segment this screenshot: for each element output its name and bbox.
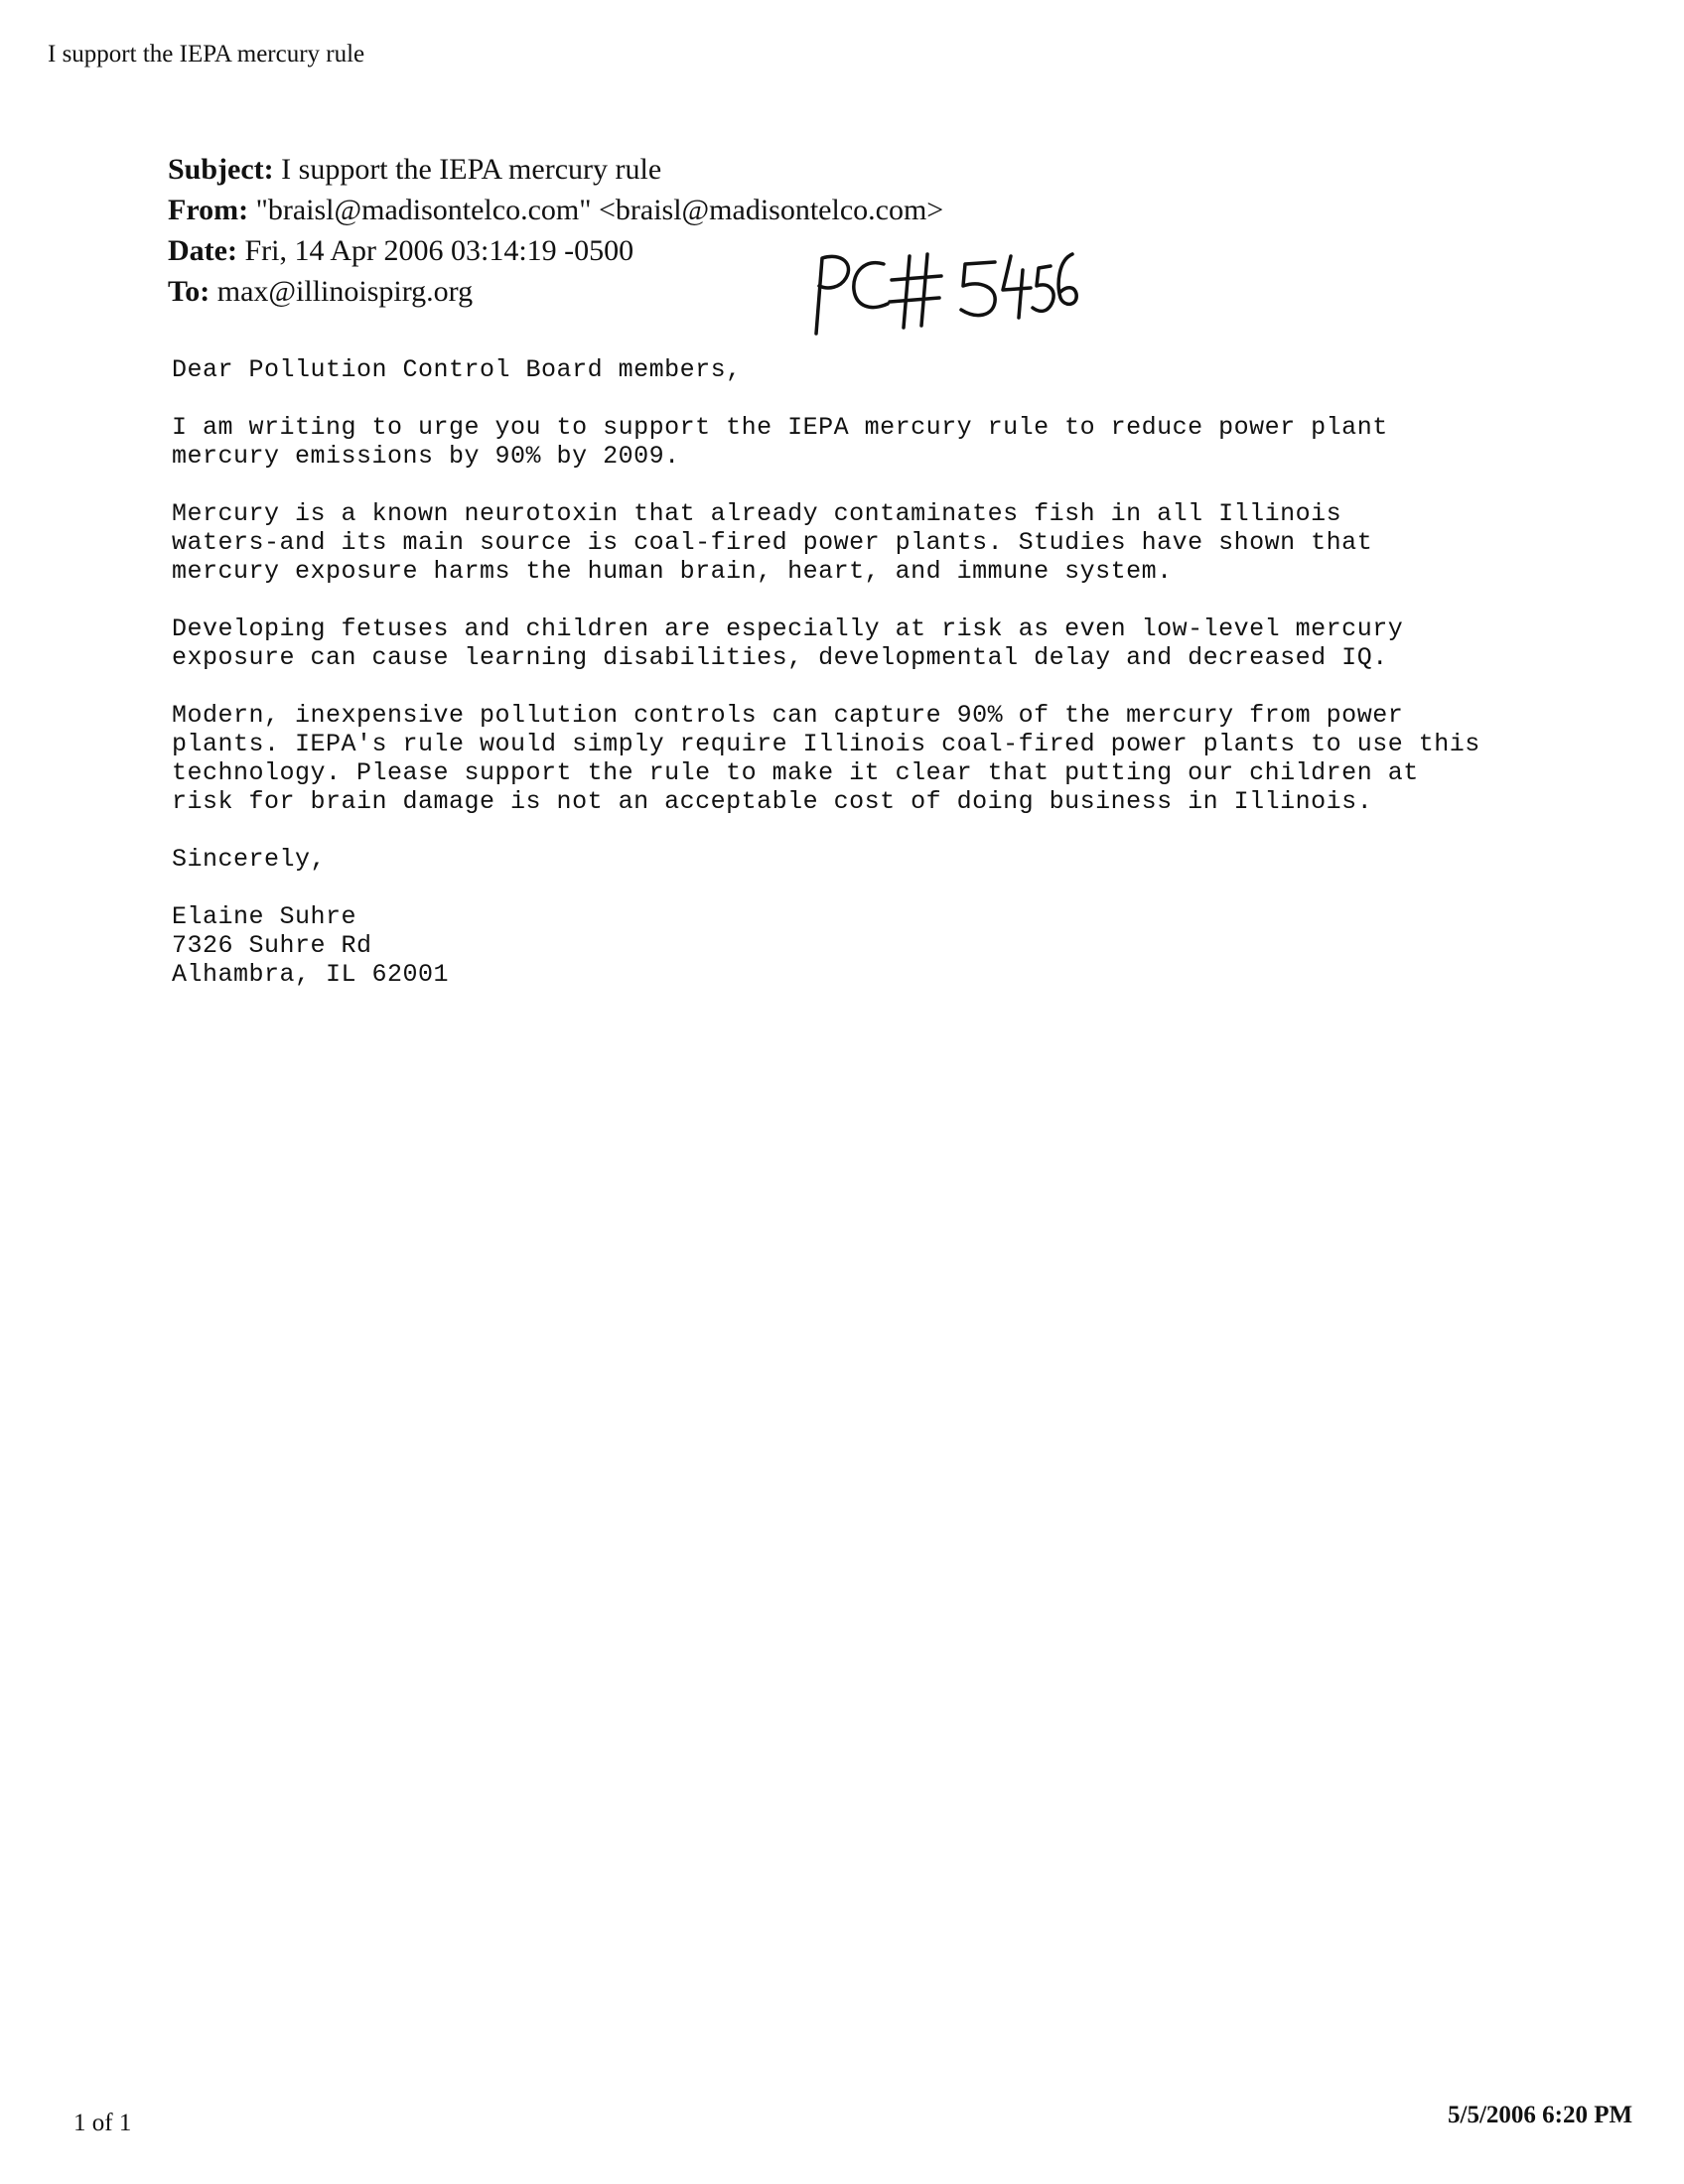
to-value: max@illinoispirg.org: [216, 275, 474, 308]
body-paragraph: Mercury is a known neurotoxin that already contaminates fish in all Illinois waters-and its main source is coal-fired power plants. Studies have shown that mercury exposure harms the human brain, heart, and immune system.: [172, 499, 1373, 586]
subject-row: [168, 149, 943, 190]
body-paragraph: Developing fetuses and children are especially at risk as even low-level mercury exposure can cause learning disabilities, developmental delay and decreased IQ.: [172, 614, 1404, 672]
signature-street: 7326 Suhre Rd: [172, 931, 372, 960]
signature-name: Elaine Suhre: [172, 902, 357, 931]
greeting: Dear Pollution Control Board members,: [172, 355, 742, 384]
from-value: "braisl@madisontelco.com" <braisl@madisontelco.com>: [255, 194, 944, 226]
subject-value: I support the IEPA mercury rule: [281, 153, 662, 186]
from-row: [168, 190, 943, 230]
from-label: From:: [168, 194, 249, 226]
subject-label: Subject:: [168, 153, 274, 186]
date-label: Date:: [168, 234, 237, 267]
page-count: 1 of 1: [73, 2110, 132, 2136]
date-value: Fri, 14 Apr 2006 03:14:19 -0500: [244, 234, 634, 267]
printed-timestamp: 5/5/2006 6:20 PM: [1448, 2102, 1633, 2128]
email-body: [172, 355, 1661, 989]
body-paragraph: I am writing to urge you to support the IEPA mercury rule to reduce power plant mercury emissions by 90% by 2009.: [172, 413, 1388, 471]
page-header-title: I support the IEPA mercury rule: [48, 41, 365, 68]
body-paragraph: Modern, inexpensive pollution controls can capture 90% of the mercury from power plants. IEPA's rule would simply require Illinois coal-fired power plants to use this technology. Please support the rule to make it clear that putting our children at risk for brain damage is not an acceptable cost of doing business in Illinois.: [172, 701, 1480, 816]
signature-city: Alhambra, IL 62001: [172, 960, 450, 989]
handwritten-pc-number-stamp: [806, 250, 1082, 336]
closing: Sincerely,: [172, 845, 327, 874]
signature-block: [172, 902, 1661, 989]
to-label: To:: [168, 275, 210, 308]
